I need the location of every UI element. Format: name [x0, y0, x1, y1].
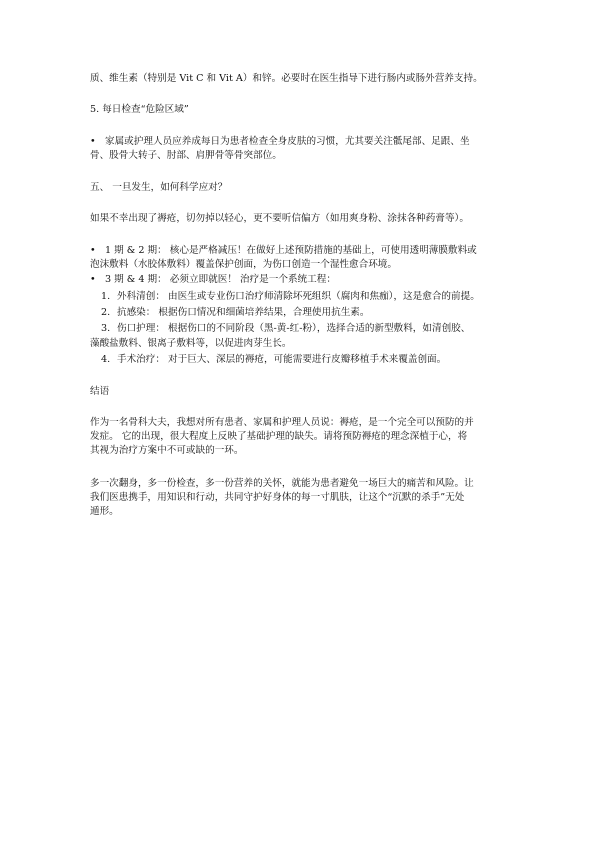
text-line: 多一次翻身，多一份检查，多一份营养的关怀，就能为患者避免一场巨大的痛苦和风险。让	[90, 478, 474, 489]
item-text: 伤口护理： 根据伤口的不同阶段（黑-黄-红-粉），选择合适的新型敷料，如清创胶、	[117, 323, 471, 334]
stage-1-2-continued	[90, 258, 510, 272]
bullet-marker: •	[90, 136, 96, 147]
text-line: 1 期 & 2 期： 核心是严格减压！在做好上述预防措施的基础上，可使用透明薄膜敷料或	[105, 245, 477, 256]
conclusion-heading: 结语	[90, 386, 110, 397]
bullet-marker: •	[90, 245, 96, 256]
treatment-item-3	[101, 322, 521, 336]
text-line: 我们医患携手，用知识和行动，共同守护好身体的每一寸肌肤，让这个“沉默的杀手”无处	[90, 492, 465, 503]
treatment-item-1	[101, 290, 521, 304]
section-5-heading: 5. 每日检查“危险区域”	[90, 104, 189, 115]
treatment-item-3-continued	[90, 337, 510, 351]
text-line: 遁形。	[90, 506, 119, 517]
item-number: 2.	[101, 307, 111, 318]
text-line: 家属或护理人员应养成每日为患者检查全身皮肤的习惯，尤其要关注骶尾部、足跟、坐	[105, 136, 470, 147]
text-line: 如果不幸出现了褥疮，切勿掉以轻心，更不要听信偏方（如用爽身粉、涂抹各种药膏等）。	[90, 213, 469, 224]
text-line: 发症。 它的出现，很大程度上反映了基础护理的缺失。请将预防褥疮的理念深植于心，将	[90, 431, 468, 442]
item-text: 手术治疗： 对于巨大、深层的褥疮，可能需要进行皮瓣移植手术来覆盖创面。	[117, 354, 447, 365]
text-line: 质、维生素（特别是 Vit C 和 Vit A）和锌。必要时在医生指导下进行肠内或肠外营养支持。	[90, 73, 483, 84]
item-number: 3.	[101, 323, 111, 334]
stage-3-4-text	[105, 273, 515, 287]
bullet-marker: •	[90, 274, 96, 285]
text-line: 藻酸盐敷料、银离子敷料等，以促进肉芽生长。	[90, 338, 292, 349]
section-5-bullet-continued	[90, 149, 510, 163]
text-line: 3 期 & 4 期： 必须立即就医！ 治疗是一个系统工程：	[105, 274, 336, 285]
text-line: 泡沫敷料（水胶体敷料）覆盖保护创面，为伤口创造一个湿性愈合环境。	[90, 259, 397, 270]
text-line: 骨、股骨大转子、肘部、肩胛骨等骨突部位。	[90, 150, 282, 161]
stage-1-2-text	[105, 244, 515, 258]
item-text: 抗感染： 根据伤口情况和细菌培养结果，合理使用抗生素。	[117, 307, 370, 318]
item-text: 外科清创： 由医生或专业伤口治疗师清除坏死组织（腐肉和焦痂），这是愈合的前提。	[117, 291, 480, 302]
section-five-heading: 五、 一旦发生，如何科学应对？	[90, 182, 228, 193]
section-5-bullet-text	[105, 135, 515, 149]
item-number: 4.	[101, 354, 111, 365]
treatment-item-4	[101, 353, 521, 367]
conclusion-paragraph-2	[90, 477, 510, 519]
text-line: 其视为治疗方案中不可或缺的一环。	[90, 445, 244, 456]
item-number: 1.	[101, 291, 111, 302]
treatment-item-2	[101, 306, 521, 320]
response-paragraph	[90, 212, 510, 226]
conclusion-paragraph-1	[90, 416, 510, 458]
intro-paragraph	[90, 72, 510, 86]
text-line: 作为一名骨科大夫，我想对所有患者、家属和护理人员说：褥疮，是一个完全可以预防的并	[90, 417, 474, 428]
